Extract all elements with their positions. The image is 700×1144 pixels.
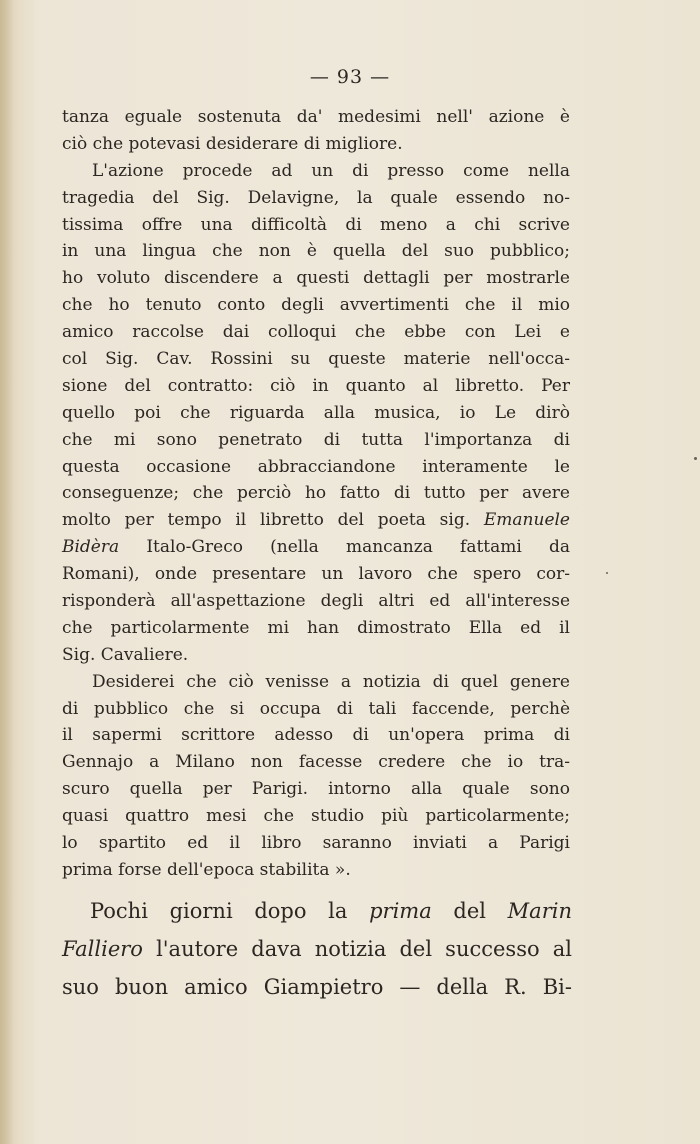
text-line [62, 534, 570, 561]
spine-shadow [0, 0, 14, 1144]
text-line: scuro quella per Parigi. intorno alla quale sono [62, 779, 570, 800]
text-line: in una lingua che non è quella del suo pubblico; [62, 241, 570, 262]
text-segment: l'autore dava notizia del successo al [156, 937, 572, 961]
italic-word: prima [369, 899, 432, 923]
text-line: ho voluto discendere a questi dettagli per mostrarle [62, 268, 570, 289]
closing-line [62, 892, 572, 930]
text-line: che ho tenuto conto degli avvertimenti che il mio [62, 295, 570, 316]
closing-line: suo buon amico Giampietro — della R. Bi- [62, 975, 572, 999]
text-line: risponderà all'aspettazione degli altri ed all'interesse [62, 591, 570, 612]
text-line: che mi sono penetrato di tutta l'importanza di [62, 429, 570, 450]
text-line: che particolarmente mi han dimostrato Ella ed il [62, 617, 570, 638]
opera-title: Falliero [62, 937, 143, 961]
text-line: col Sig. Cav. Rossini su queste materie nell'occa- [62, 349, 570, 370]
letter-text [62, 104, 570, 884]
closing-paragraph [62, 892, 572, 1006]
text-line: questa occasione abbracciandone interamente le [62, 456, 570, 477]
text-line: prima forse dell'epoca stabilita ». [62, 859, 351, 880]
text-segment: Pochi giorni dopo la [90, 899, 348, 923]
text-line: tanza eguale sostenuta da' medesimi nell' azione è [62, 107, 570, 127]
poet-surname: Bidèra [62, 537, 120, 558]
text-line: conseguenze; che perciò ho fatto di tutto per avere [62, 483, 570, 504]
text-line [62, 507, 570, 534]
opera-title: Marin [507, 899, 572, 923]
text-segment: del [453, 899, 486, 923]
text-line: Gennajo a Milano non facesse credere che io tra- [62, 752, 570, 773]
text-line: amico raccolse dai colloqui che ebbe con Lei e [62, 322, 570, 343]
page-number: — 93 — [309, 66, 391, 88]
closing-line [62, 930, 572, 968]
paper-speck [606, 572, 608, 574]
text-line: quello poi che riguarda alla musica, io Le dirò [62, 402, 570, 423]
text-line: L'azione procede ad un di presso come nella [92, 160, 570, 181]
text-line: quasi quattro mesi che studio più particolarmente; [62, 806, 570, 827]
text-segment: molto per tempo il libretto del poeta sig. [62, 510, 471, 531]
text-segment: Italo-Greco (nella mancanza fattami da [146, 537, 571, 558]
text-line: di pubblico che si occupa di tali faccende, perchè [62, 698, 570, 719]
paper-speck [694, 457, 697, 460]
text-line: tissima offre una difficoltà di meno a chi scrive [62, 214, 570, 235]
text-line: tragedia del Sig. Delavigne, la quale essendo no- [62, 187, 570, 208]
text-line: Romani), onde presentare un lavoro che spero cor- [62, 564, 570, 585]
text-line: lo spartito ed il libro saranno inviati a Parigi [62, 833, 570, 854]
text-line: ciò che potevasi desiderare di migliore. [62, 133, 403, 154]
text-line: sione del contratto: ciò in quanto al libretto. Per [62, 375, 570, 396]
text-line: il sapermi scrittore adesso di un'opera prima di [62, 725, 570, 746]
poet-first-name: Emanuele [483, 510, 570, 531]
text-line: Desiderei che ciò venisse a notizia di quel genere [92, 671, 570, 692]
text-line: Sig. Cavaliere. [62, 644, 189, 665]
